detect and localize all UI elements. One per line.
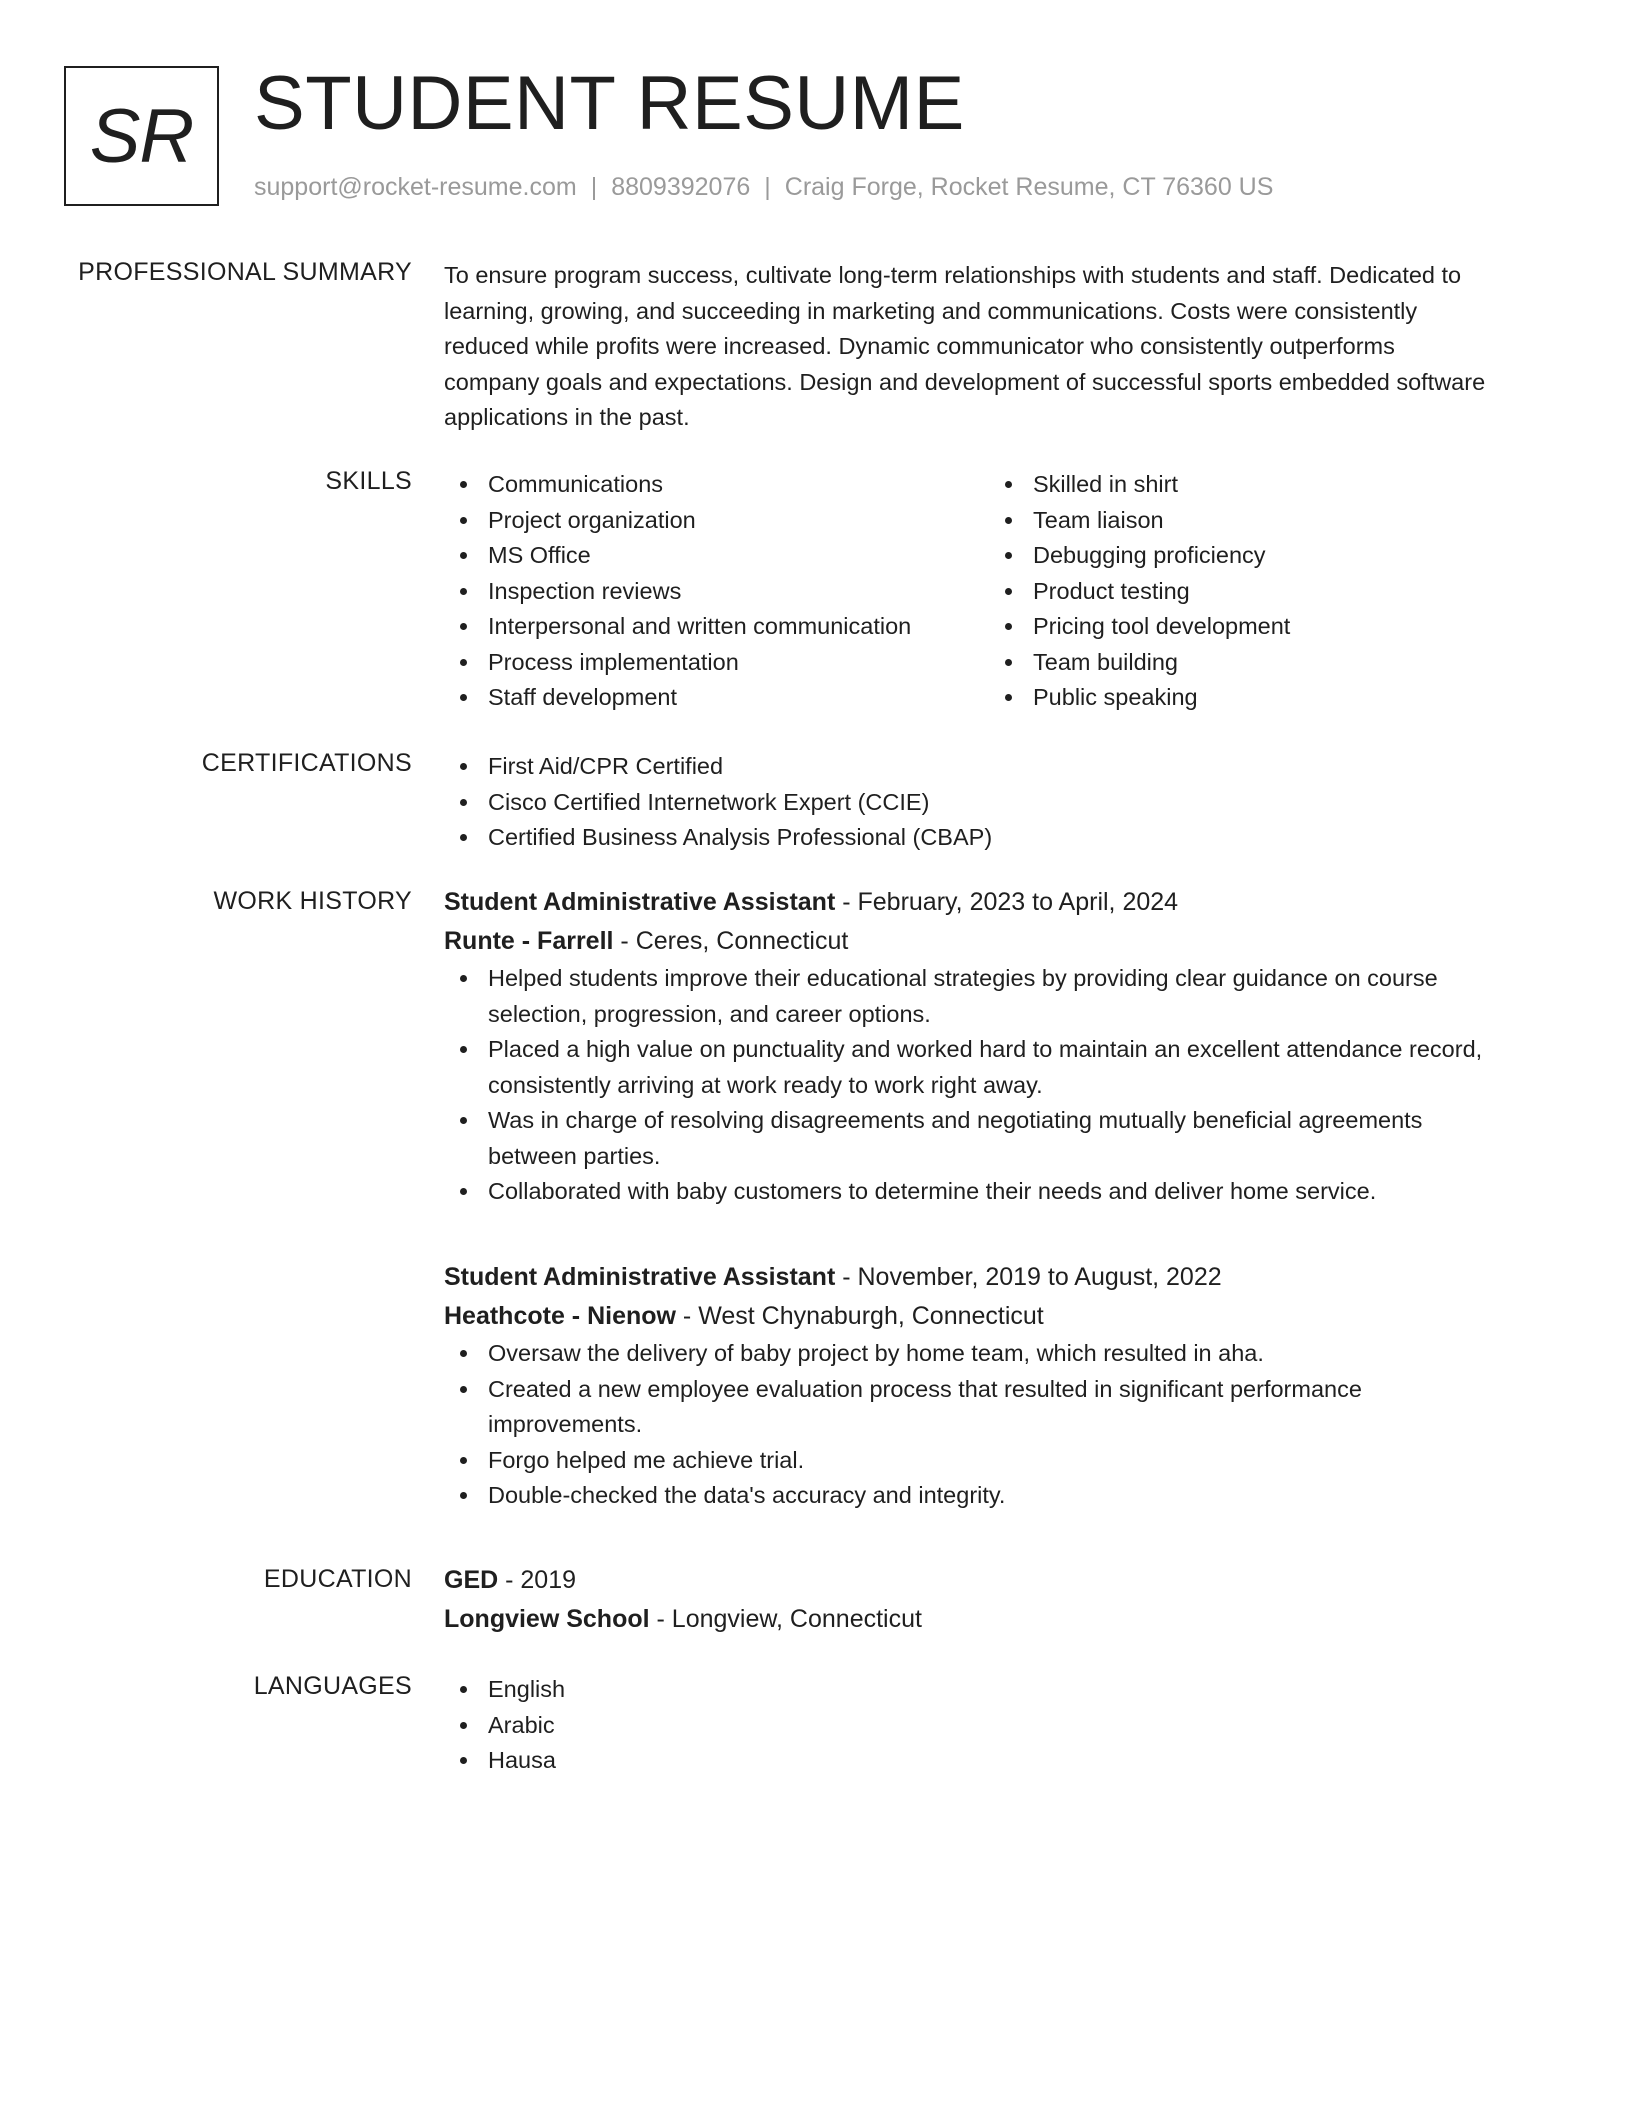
certification-text: First Aid/CPR Certified [488,753,724,779]
certifications-list [444,749,1544,856]
school-line [444,1600,1544,1639]
list-item [444,1743,1544,1779]
contact-separator: | [590,173,598,201]
bullet-icon [460,1117,467,1124]
bullet-icon [460,659,467,666]
education-entry [444,1561,1544,1639]
skill-text: Inspection reviews [488,577,682,604]
list-item [444,1443,1544,1479]
list-item [444,1103,1544,1174]
list-item [444,503,989,539]
section-label-languages: LANGUAGES [253,1672,412,1700]
list-item [444,538,989,574]
degree-line [444,1561,1544,1600]
summary-line: To ensure program success, cultivate long-term relationships with students and staff. Dedicated to [444,262,1462,288]
duty-line: Double-checked the data's accuracy and integrity. [488,1482,1006,1508]
duty-line: consistently arriving at work ready to work right away. [488,1071,1043,1098]
job-title-line [444,883,1544,922]
list-item [444,1708,1544,1744]
skill-text: Skilled in shirt [1033,471,1178,497]
skill-text: Project organization [488,506,696,533]
list-item [989,574,1534,610]
duty-line: Helped students improve their educational strategies by providing clear guidance on course [488,965,1438,991]
job-dates: - February, 2023 to April, 2024 [835,888,1179,916]
duty-line: Collaborated with baby customers to determine their needs and deliver home service. [488,1178,1377,1204]
bullet-icon [1005,623,1012,630]
bullet-icon [460,481,467,488]
summary-line: learning, growing, and succeeding in marketing and communications. Costs were consistently [444,297,1418,324]
list-item [444,961,1544,1032]
list-item [444,1174,1544,1210]
job-title: Student Administrative Assistant [444,888,836,916]
bullet-icon [1005,588,1012,595]
bullet-icon [460,763,467,770]
skill-text: Communications [488,471,664,497]
bullet-icon [1005,552,1012,559]
duty-line: Forgo helped me achieve trial. [488,1446,805,1473]
skill-text: Team liaison [1033,506,1164,533]
bullet-icon [1005,694,1012,701]
summary-text [444,258,1544,436]
bullet-icon [1005,517,1012,524]
job-company-line [444,1297,1544,1336]
job-entry [444,883,1544,1210]
list-item [989,645,1534,681]
contact-phone: 8809392076 [611,173,751,201]
degree: GED [444,1566,499,1594]
certification-text: Certified Business Analysis Professional (CBAP) [488,824,993,850]
certification-text: Cisco Certified Internetwork Expert (CCIE) [488,788,930,815]
job-title-line [444,1258,1544,1297]
list-item [989,680,1534,716]
skill-text: Staff development [488,684,677,710]
job-location: - Ceres, Connecticut [613,927,849,955]
section-label-summary: PROFESSIONAL SUMMARY [78,258,412,286]
bullet-icon [460,1457,467,1464]
languages-list [444,1672,1544,1779]
bullet-icon [1005,481,1012,488]
skill-text: Pricing tool development [1033,613,1291,639]
bullet-icon [460,623,467,630]
section-label-certifications: CERTIFICATIONS [201,749,412,777]
language-text: English [488,1676,566,1702]
skill-text: Team building [1033,648,1179,675]
skill-text: MS Office [488,542,591,568]
job-location: - West Chynaburgh, Connecticut [675,1302,1044,1330]
list-item [444,467,989,503]
monogram-logo: SR [64,66,219,206]
bullet-icon [460,1386,467,1393]
language-text: Hausa [488,1747,556,1773]
contact-line [254,173,1273,202]
list-item [444,574,989,610]
page-title: STUDENT RESUME [254,61,965,146]
bullet-icon [460,1757,467,1764]
bullet-icon [460,517,467,524]
bullet-icon [1005,659,1012,666]
duty-line: between parties. [488,1142,661,1169]
duty-line: selection, progression, and career options. [488,1000,931,1027]
bullet-icon [460,588,467,595]
bullet-icon [460,552,467,559]
skill-text: Process implementation [488,648,739,675]
job-company-line [444,922,1544,961]
contact-separator: | [764,173,771,201]
summary-line: reduced while profits were increased. Dynamic communicator who consistently outperforms [444,333,1395,359]
bullet-icon [460,1188,467,1195]
bullet-icon [460,694,467,701]
job-duties [444,961,1544,1210]
skill-text: Product testing [1033,577,1190,604]
job-dates: - November, 2019 to August, 2022 [835,1263,1222,1291]
job-entry [444,1258,1544,1514]
degree-year: - 2019 [498,1566,577,1594]
school-location: - Longview, Connecticut [649,1605,922,1633]
bullet-icon [460,834,467,841]
bullet-icon [460,975,467,982]
duty-line: Was in charge of resolving disagreements and negotiating mutually beneficial agreements [488,1107,1423,1133]
list-item [444,609,989,645]
section-label-skills: SKILLS [325,467,412,495]
skills-columns [444,467,1544,716]
list-item [444,645,989,681]
bullet-icon [460,1722,467,1729]
job-company: Runte - Farrell [444,927,614,955]
duty-line: Created a new employee evaluation process that resulted in significant performance [488,1375,1362,1402]
skill-text: Debugging proficiency [1033,542,1266,568]
list-item [989,503,1534,539]
skill-text: Public speaking [1033,684,1198,710]
skills-column-right [989,467,1534,716]
skills-column-left [444,467,989,716]
summary-line: applications in the past. [444,404,690,430]
job-company: Heathcote - Nienow [444,1302,676,1330]
list-item [444,749,1544,785]
duty-line: Placed a high value on punctuality and worked hard to maintain an excellent attendance record, [488,1036,1483,1062]
bullet-icon [460,799,467,806]
list-item [989,609,1534,645]
list-item [444,1478,1544,1514]
job-duties [444,1336,1544,1514]
list-item [444,820,1544,856]
list-item [444,1672,1544,1708]
summary-line: company goals and expectations. Design and development of successful sports embedded software [444,368,1486,395]
bullet-icon [460,1046,467,1053]
list-item [444,785,1544,821]
job-title: Student Administrative Assistant [444,1263,836,1291]
contact-address: Craig Forge, Rocket Resume, CT 76360 US [784,173,1274,201]
list-item [444,1372,1544,1443]
bullet-icon [460,1492,467,1499]
bullet-icon [460,1686,467,1693]
list-item [989,467,1534,503]
list-item [444,1032,1544,1103]
section-label-education: EDUCATION [263,1565,412,1593]
school-name: Longview School [444,1605,650,1633]
list-item [444,1336,1544,1372]
list-item [989,538,1534,574]
duty-line: Oversaw the delivery of baby project by home team, which resulted in aha. [488,1340,1264,1366]
bullet-icon [460,1350,467,1357]
contact-email: support@rocket-resume.com [254,173,577,201]
duty-line: improvements. [488,1411,643,1437]
skill-text: Interpersonal and written communication [488,613,912,639]
language-text: Arabic [488,1711,555,1738]
list-item [444,680,989,716]
section-label-work-history: WORK HISTORY [213,887,412,915]
resume-header [64,61,1564,212]
